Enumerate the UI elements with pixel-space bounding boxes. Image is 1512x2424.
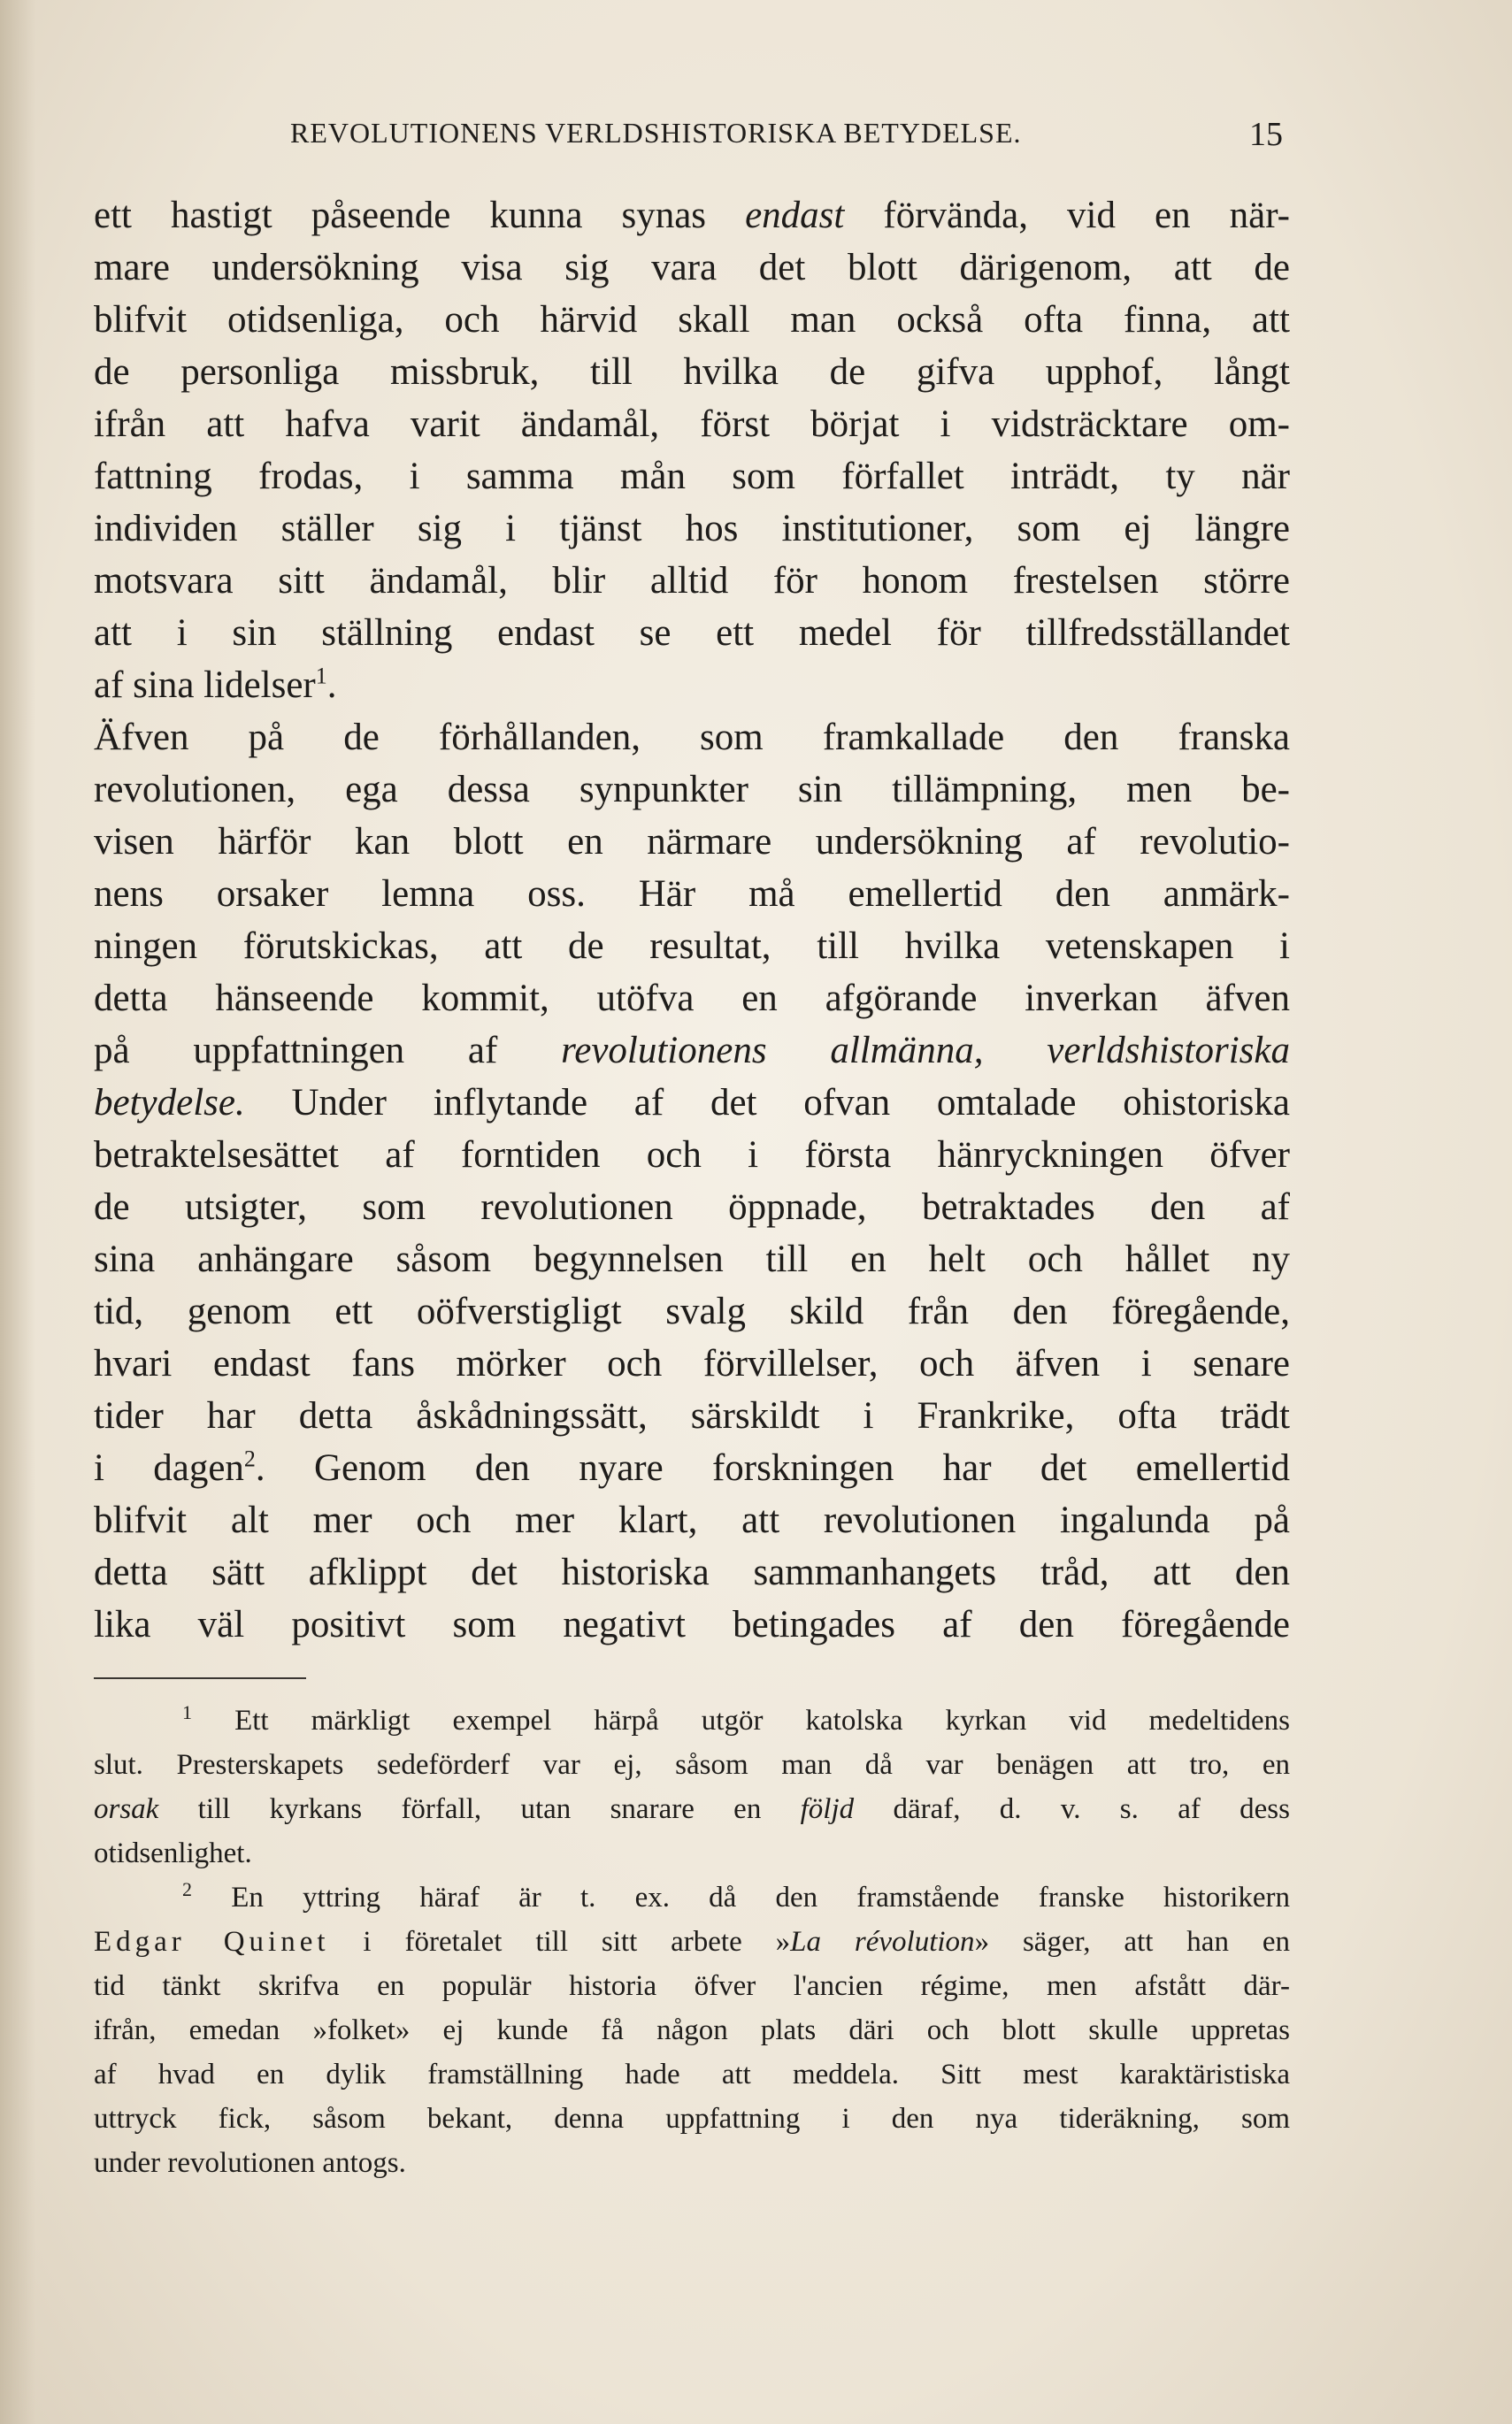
text-line: sina anhängare såsom begynnelsen till en helt och hållet ny <box>94 1239 1290 1280</box>
text-line <box>94 659 1290 711</box>
italic-segment: betydelse. <box>94 1082 245 1124</box>
text-segment: till kyrkans förfall, utan snarare en <box>158 1793 801 1825</box>
text-segment: ett hastigt påseende kunna synas <box>94 195 746 236</box>
italic-segment: följd <box>800 1793 855 1825</box>
text-segment: af sina lidelser <box>94 664 316 706</box>
footnote-2-line: af hvad en dylik framställning hade att meddela. Sitt mest karaktäristiska <box>94 2059 1290 2090</box>
footnote-2-line: under revolutionen antogs. <box>94 2147 406 2179</box>
footnote-marker: 1 <box>182 1701 192 1723</box>
footnote-2-line: uttryck fick, såsom bekant, denna uppfattning i den nya tideräkning, som <box>94 2103 1290 2135</box>
text-line: detta hänseende kommit, utöfva en afgörande inverkan äfven <box>94 978 1290 1019</box>
text-segment: i företalet till sitt arbete » <box>329 1926 791 1958</box>
text-segment: i dagen <box>94 1447 244 1489</box>
footnote-2-line <box>94 1920 1290 1964</box>
text-line: ningen förutskickas, att de resultat, till hvilka vetenskapen i <box>94 925 1290 967</box>
text-segment: Under inflytande af det ofvan omtalade ohistoriska <box>244 1082 1290 1124</box>
text-line: ifrån att hafva varit ändamål, först börjat i vidsträcktare om- <box>94 403 1290 445</box>
text-line: hvari endast fans mörker och förvillelser, och äfven i senare <box>94 1343 1290 1385</box>
text-line: revolutionen, ega dessa synpunkter sin tillämpning, men be- <box>94 769 1290 810</box>
text-segment: förvända, vid en när- <box>844 195 1290 236</box>
footnotes <box>94 1699 1290 2185</box>
italic-segment: orsak <box>94 1793 159 1825</box>
text-line: betraktelsesättet af forntiden och i första hänryckningen öfver <box>94 1134 1290 1176</box>
text-line <box>94 1442 1290 1494</box>
footnote-2-line <box>94 1876 1290 1920</box>
text-segment: Ett märkligt exempel härpå utgör katolska kyrkan vid medeltidens <box>234 1705 1291 1737</box>
italic-segment: La révolution <box>790 1926 975 1958</box>
text-line: de utsigter, som revolutionen öppnade, betraktades den af <box>94 1186 1290 1228</box>
footnote-2-line: tid tänkt skrifva en populär historia öfver l'ancien régime, men afstått där- <box>94 1970 1290 2002</box>
running-title: REVOLUTIONENS VERLDSHISTORISKA BETYDELSE. <box>290 117 1022 149</box>
spaced-name: Edgar Quinet <box>94 1926 330 1958</box>
page-number: 15 <box>1249 116 1283 153</box>
text-line <box>94 189 1290 242</box>
text-line: tid, genom ett oöfverstigligt svalg skild från den föregående, <box>94 1291 1290 1332</box>
italic-segment: revolutionens allmänna, verldshistoriska <box>561 1030 1290 1071</box>
text-line: tider har detta åskådningssätt, särskildt i Frankrike, ofta trädt <box>94 1395 1290 1437</box>
text-segment: En yttring häraf är t. ex. då den framstående franske historikern <box>231 1882 1290 1914</box>
italic-segment: endast <box>745 195 845 236</box>
text-line: blifvit otidsenliga, och härvid skall man också ofta finna, att <box>94 299 1290 341</box>
footnote-1-line: otidsenlighet. <box>94 1837 252 1869</box>
text-segment: på uppfattningen af <box>94 1030 562 1071</box>
text-line: mare undersökning visa sig vara det blott därigenom, att de <box>94 247 1290 288</box>
text-line <box>94 1077 1290 1129</box>
footnote-ref-1: 1 <box>315 663 327 689</box>
text-segment: . Genom den nyare forskningen har det emellertid <box>255 1447 1291 1489</box>
text-line: de personliga missbruk, till hvilka de gifva upphof, långt <box>94 351 1290 393</box>
text-line <box>94 1024 1290 1077</box>
footnote-1-line <box>94 1787 1290 1831</box>
text-line: nens orsaker lemna oss. Här må emellertid den anmärk- <box>94 873 1290 915</box>
text-line: fattning frodas, i samma mån som förfallet inträdt, ty när <box>94 456 1290 497</box>
text-line: Äfven på de förhållanden, som framkallade den franska <box>94 717 1290 758</box>
page-binding-shadow <box>0 0 35 2424</box>
text-segment: däraf, d. v. s. af dess <box>854 1793 1290 1825</box>
footnote-2-line: ifrån, emedan »folket» ej kunde få någon plats däri och blott skulle uppretas <box>94 2014 1290 2046</box>
footnote-marker: 2 <box>182 1878 192 1900</box>
text-line: blifvit alt mer och mer klart, att revolutionen ingalunda på <box>94 1500 1290 1541</box>
footnote-1-line: slut. Presterskapets sedeförderf var ej, såsom man då var benägen att tro, en <box>94 1749 1290 1781</box>
text-line: detta sätt afklippt det historiska sammanhangets tråd, att den <box>94 1552 1290 1593</box>
text-line: lika väl positivt som negativt betingades af den föregående <box>94 1604 1290 1645</box>
text-line: motsvara sitt ändamål, blir alltid för honom frestelsen större <box>94 560 1290 602</box>
text-segment: » säger, att han en <box>974 1926 1291 1958</box>
text-segment: . <box>326 664 337 706</box>
text-line: individen ställer sig i tjänst hos institutioner, som ej längre <box>94 508 1290 549</box>
footnote-1-line <box>94 1699 1290 1743</box>
footnote-ref-2: 2 <box>243 1446 256 1472</box>
text-line: visen härför kan blott en närmare undersökning af revolutio- <box>94 821 1290 863</box>
footnote-divider <box>94 1677 306 1679</box>
text-line: att i sin ställning endast se ett medel för tillfredsställandet <box>94 612 1290 654</box>
main-text <box>94 189 1290 1651</box>
